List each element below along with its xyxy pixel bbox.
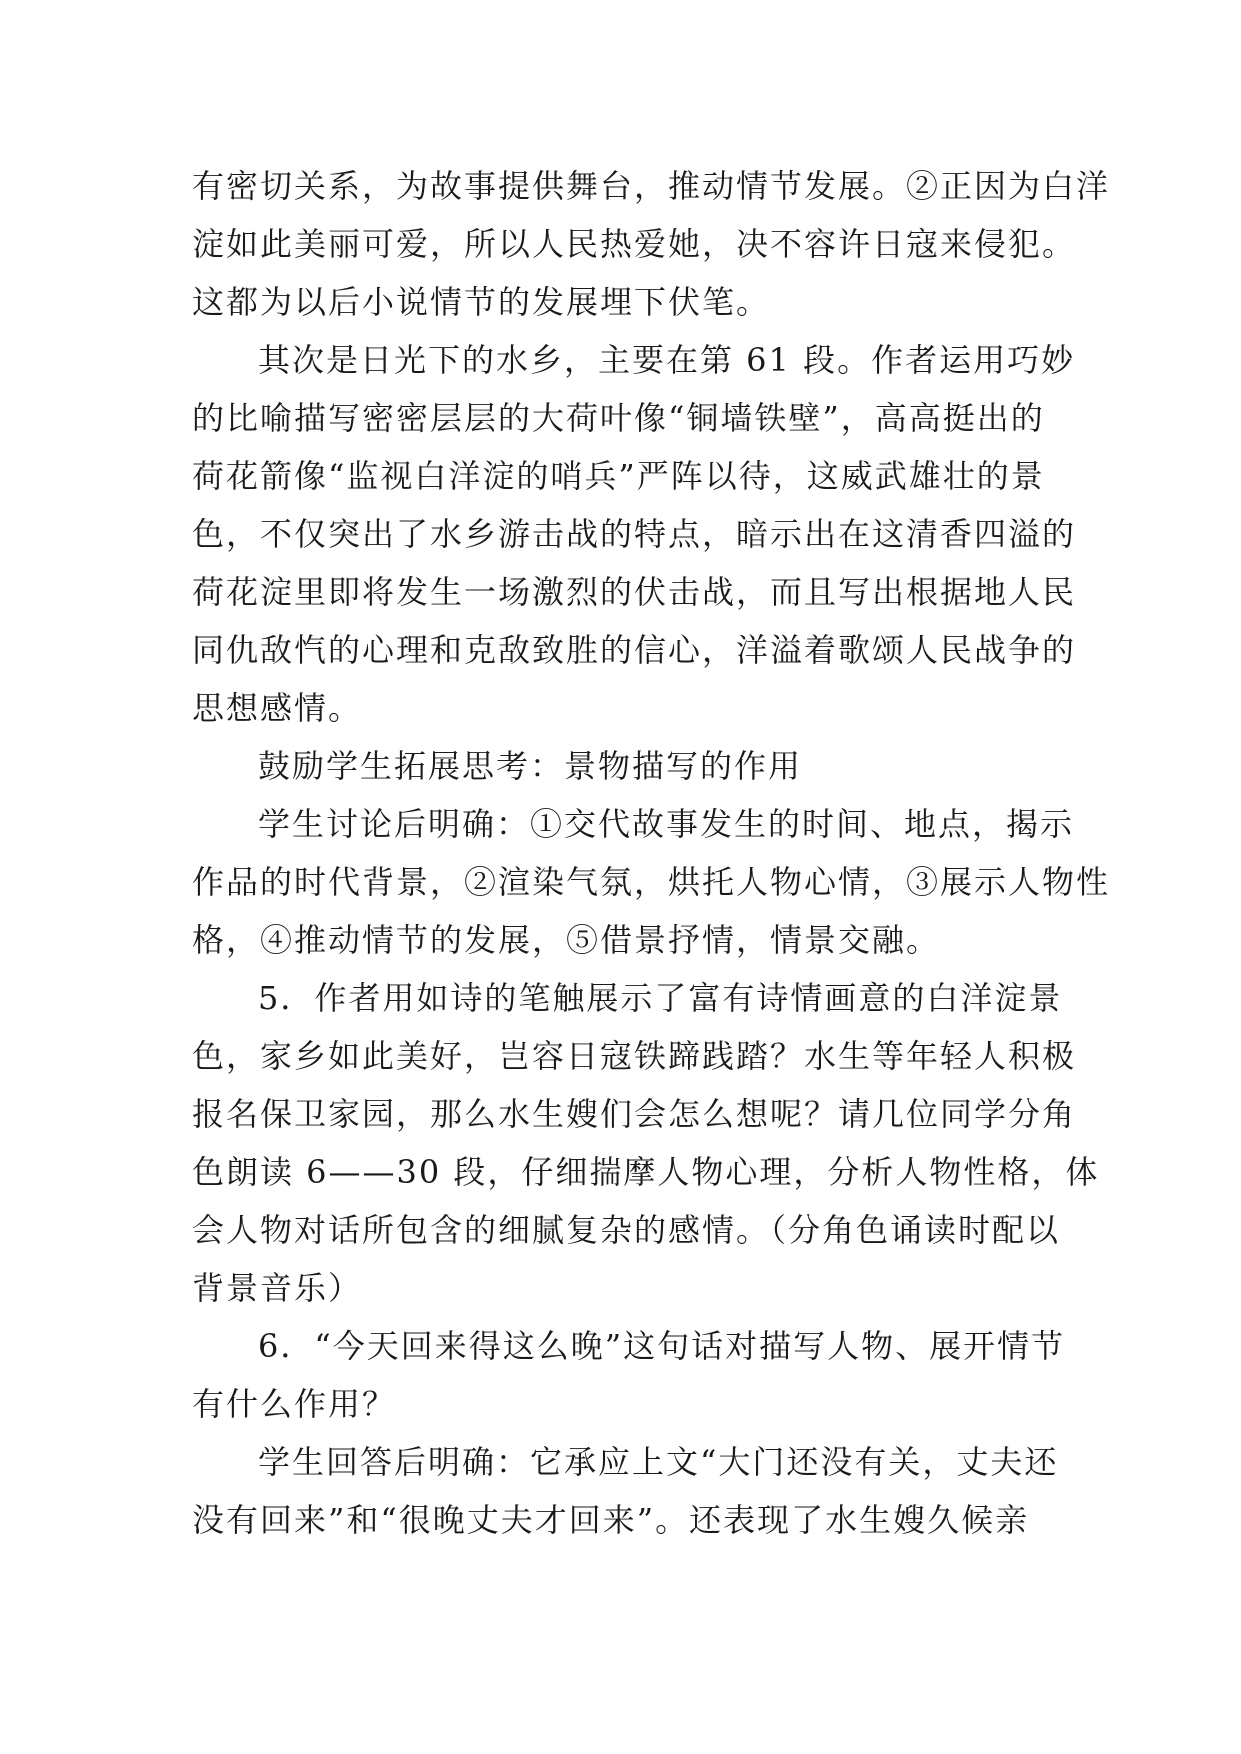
text-line: 作品的时代背景，②渲染气氛，烘托人物心情，③展示人物性 — [192, 863, 1111, 901]
text-line: 色，家乡如此美好，岂容日寇铁蹄践踏？水生等年轻人积极 — [192, 1037, 1077, 1075]
text-line: 有什么作用？ — [192, 1385, 397, 1423]
text-line: 没有回来”和“很晚丈夫才回来”。还表现了水生嫂久候亲 — [192, 1501, 1030, 1539]
text-line: 这都为以后小说情节的发展埋下伏笔。 — [192, 283, 771, 321]
paragraph-start-line: 6．“今天回来得这么晚”这句话对描写人物、展开情节 — [258, 1327, 1066, 1365]
paragraph-start-line: 鼓励学生拓展思考：景物描写的作用 — [258, 747, 803, 785]
text-line: 报名保卫家园，那么水生嫂们会怎么想呢？请几位同学分角 — [192, 1095, 1077, 1133]
text-line: 的比喻描写密密层层的大荷叶像“铜墙铁壁”，高高挺出的 — [192, 399, 1045, 437]
paragraph-start-line: 5．作者用如诗的笔触展示了富有诗情画意的白洋淀景 — [258, 979, 1063, 1017]
text-line: 格，④推动情节的发展，⑤借景抒情，情景交融。 — [192, 921, 941, 959]
text-line: 荷花淀里即将发生一场激烈的伏击战，而且写出根据地人民 — [192, 573, 1077, 611]
text-line: 色，不仅突出了水乡游击战的特点，暗示出在这清香四溢的 — [192, 515, 1077, 553]
text-line: 背景音乐） — [192, 1269, 363, 1307]
paragraph-start-line: 学生回答后明确：它承应上文“大门还没有关，丈夫还 — [258, 1443, 1059, 1481]
text-line: 会人物对话所包含的细腻复杂的感情。（分角色诵读时配以 — [192, 1211, 1061, 1249]
body-text — [192, 157, 1111, 1549]
text-line: 有密切关系，为故事提供舞台，推动情节发展。②正因为白洋 — [192, 167, 1111, 205]
paragraph-start-line: 学生讨论后明确：①交代故事发生的时间、地点，揭示 — [258, 805, 1075, 843]
paragraph-start-line: 其次是日光下的水乡，主要在第 61 段。作者运用巧妙 — [258, 341, 1076, 379]
text-line: 同仇敌忾的心理和克敌致胜的信心，洋溢着歌颂人民战争的 — [192, 631, 1077, 669]
text-line: 荷花箭像“监视白洋淀的哨兵”严阵以待，这威武雄壮的景 — [192, 457, 1045, 495]
text-line: 思想感情。 — [192, 689, 363, 727]
text-line: 色朗读 6——30 段，仔细揣摩人物心理，分析人物性格，体 — [192, 1153, 1100, 1191]
text-line: 淀如此美丽可爱，所以人民热爱她，决不容许日寇来侵犯。 — [192, 225, 1077, 263]
